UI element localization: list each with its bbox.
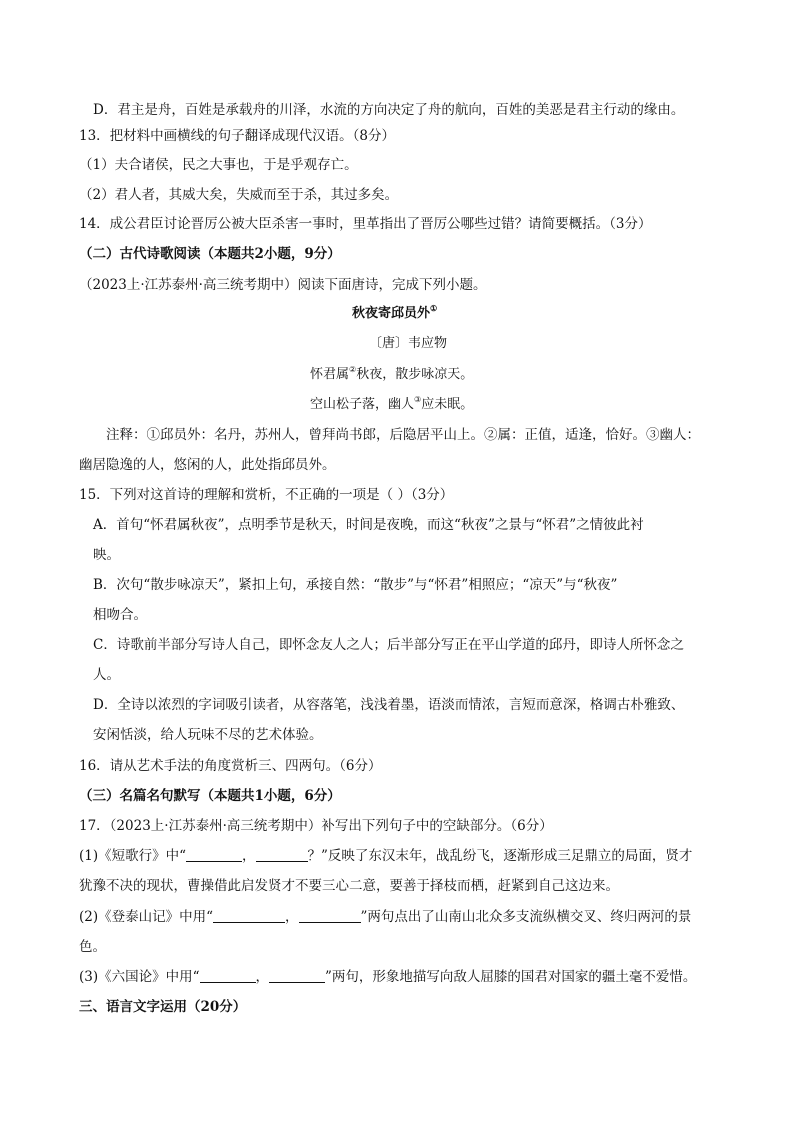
poem-line-2-b: 应未眠。: [421, 397, 474, 412]
q17-item-2-lead: (2)《登泰山记》中用“: [79, 909, 214, 925]
q17-item-1: [79, 847, 692, 865]
poem-line-1-a: 怀君属: [310, 367, 350, 382]
q17-item-2-tail: ”两句点出了山南山北众多支流纵横交叉、终归两河的景: [360, 909, 692, 925]
notes-line-2: 幽居隐逸的人，悠闲的人，此处指邱员外。: [79, 457, 336, 473]
q17-item-2-cont: 色。: [79, 939, 106, 955]
q12-option-d: D．君主是舟，百姓是承载舟的川泽，水流的方向决定了舟的航向，百姓的美恶是君主行动的缘由。: [93, 102, 685, 118]
q17-stem: 17．（2023上·江苏泰州·高三统考期中）补写出下列句子中的空缺部分。（6分）: [79, 818, 553, 834]
q13-sentence-2: （2）君人者，其威大矣，失威而至于杀，其过多矣。: [79, 187, 399, 203]
q17-item-1-sep: ，: [242, 848, 256, 864]
poem-author: 〔唐〕韦应物: [369, 336, 448, 351]
poem-line-2-note-mark: ③: [414, 395, 422, 404]
q13-stem: 13．把材料中画横线的句子翻译成现代汉语。（8分）: [79, 128, 396, 144]
q17-item-3-sep: ，: [255, 969, 270, 985]
q15-option-a-cont: 映。: [93, 547, 120, 563]
q15-option-b-cont: 相吻合。: [93, 607, 147, 623]
section2-intro: （2023上·江苏泰州·高三统考期中）阅读下面唐诗，完成下列小题。: [79, 277, 487, 293]
poem-title-text: 秋夜寄邱员外: [352, 306, 431, 321]
q15-stem: 15．下列对这首诗的理解和赏析，不正确的一项是（ ）（3分）: [79, 487, 454, 503]
poem-line-1: [310, 366, 473, 384]
q15-option-c: C．诗歌前半部分写诗人自己，即怀念友人之人；后半部分写正在平山学道的邱丹，即诗人所怀念之: [93, 637, 684, 653]
poem-line-1-b: 秋夜，散步咏凉天。: [356, 367, 474, 382]
poem-line-2-a: 空山松子落，幽人: [310, 397, 415, 412]
q17-item-1-tail: ？”反映了东汉末年，战乱纷飞，逐渐形成三足鼎立的局面，贤才: [307, 848, 693, 864]
q15-option-d: D．全诗以浓烈的字词吸引读者，从容落笔，浅浅着墨，语淡而情浓，言短而意深，格调古朴雅致、: [93, 697, 685, 713]
answer-blank[interactable]: [256, 848, 308, 862]
poem-line-1-note-mark: ②: [349, 365, 357, 374]
q17-item-3: [79, 968, 696, 986]
q15-option-b: B．次句“散步咏凉天”，紧扣上句，承接自然：“散步”与“怀君”相照应；“凉天”与“秋夜”: [93, 577, 618, 593]
q17-item-3-tail: ”两句，形象地描写向敌人屈膝的国君对国家的疆土毫不爱惜。: [325, 969, 697, 985]
q13-sentence-1: （1）夫合诸侯，民之大事也，于是乎观存亡。: [79, 157, 358, 173]
section2-heading: （二）古代诗歌阅读（本题共2小题，9分）: [79, 246, 341, 262]
q17-item-2-sep: ，: [285, 909, 299, 925]
answer-blank[interactable]: [269, 969, 325, 983]
q15-option-d-cont: 安闲恬淡，给人玩味不尽的艺术体验。: [93, 727, 323, 743]
poem-title: [352, 305, 437, 323]
section3-heading: （三）名篇名句默写（本题共1小题，6分）: [79, 788, 341, 804]
answer-blank[interactable]: [200, 969, 256, 983]
answer-blank[interactable]: [213, 909, 285, 923]
q16-stem: 16．请从艺术手法的角度赏析三、四两句。（6分）: [79, 758, 382, 774]
q17-item-1-lead: (1)《短歌行》中“: [79, 848, 187, 864]
q17-item-3-lead: (3)《六国论》中用“: [79, 969, 200, 985]
q15-option-c-cont: 人。: [93, 667, 120, 683]
poem-title-note-mark: ①: [430, 303, 438, 313]
q15-option-a: A．首句“怀君属秋夜”，点明季节是秋天，时间是夜晚，而这“秋夜”之景与“怀君”之情彼此衬: [93, 517, 644, 533]
q14-stem: 14．成公君臣讨论晋厉公被大臣杀害一事时，里革指出了晋厉公哪些过错？请简要概括。（3分）: [79, 216, 652, 232]
q17-item-2: [79, 908, 691, 926]
q17-item-1-cont: 犹豫不决的现状，曹操借此启发贤才不要三心二意，要善于择枝而栖，赶紧到自己这边来。: [79, 878, 619, 894]
part3-heading: 三、语言文字运用（20分）: [79, 999, 247, 1015]
answer-blank[interactable]: [299, 909, 361, 923]
notes-line-1: 注释：①邱员外：名丹，苏州人，曾拜尚书郎，后隐居平山上。②属：正值，适逢，恰好。③幽人：: [106, 427, 700, 443]
poem-line-2: [310, 396, 473, 414]
answer-blank[interactable]: [186, 848, 242, 862]
